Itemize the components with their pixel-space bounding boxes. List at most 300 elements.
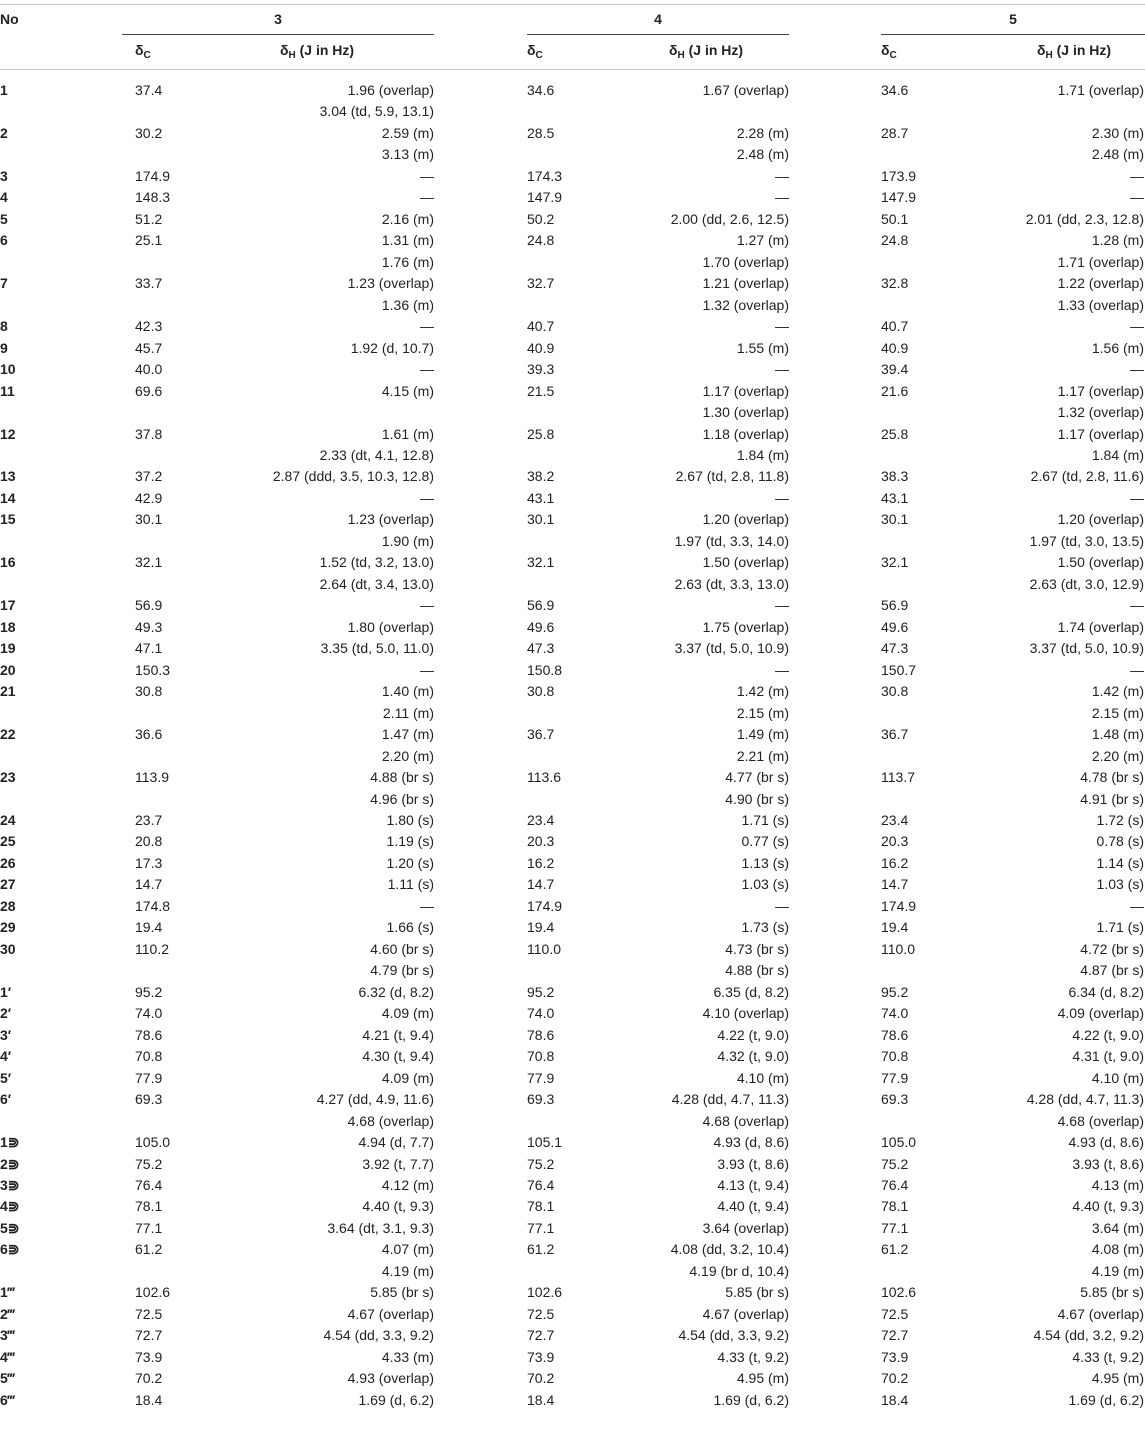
carbon-shift-cell: 47.3 xyxy=(881,640,909,657)
proton-shift-cell: 1.71 (overlap) xyxy=(1057,82,1144,98)
proton-shift-cell: 4.73 (br s) xyxy=(725,940,789,957)
carbon-shift-cell: 174.9 xyxy=(881,897,917,914)
proton-shift-cell: 4.68 (overlap) xyxy=(347,1112,434,1129)
carbon-shift-cell: 47.3 xyxy=(527,640,555,657)
carbon-shift-cell: 25.8 xyxy=(881,425,909,442)
row-position-label: 9 xyxy=(0,339,8,356)
carbon-shift-cell: 69.3 xyxy=(527,1091,555,1108)
carbon-shift-cell: 34.6 xyxy=(881,82,909,98)
proton-shift-cell: 4.95 (m) xyxy=(736,1370,789,1387)
proton-shift-cell: 4.31 (t, 9.0) xyxy=(1072,1048,1144,1065)
proton-shift-cell: 4.67 (overlap) xyxy=(1057,1305,1144,1322)
proton-shift-cell: 1.03 (s) xyxy=(741,876,789,893)
compound-3-header: 3 xyxy=(274,11,282,27)
carbon-shift-cell: 49.6 xyxy=(527,618,555,635)
carbon-shift-cell: 56.9 xyxy=(881,597,909,614)
proton-shift-cell: 5.85 (br s) xyxy=(1080,1284,1144,1301)
row-position-label: 4′ xyxy=(0,1048,12,1065)
carbon-shift-cell: 14.7 xyxy=(881,876,909,893)
proton-shift-cell: 1.11 (s) xyxy=(387,876,434,893)
row-position-label: 2⋑ xyxy=(0,1155,20,1172)
proton-shift-cell: 4.21 (t, 9.4) xyxy=(362,1026,434,1043)
proton-shift-cell: 2.15 (m) xyxy=(1091,704,1144,721)
carbon-shift-cell: 36.6 xyxy=(135,726,163,743)
compound-4-rule xyxy=(527,34,789,35)
row-position-label: 14 xyxy=(0,489,16,506)
proton-shift-cell: 3.64 (dt, 3.1, 9.3) xyxy=(327,1219,434,1236)
carbon-shift-cell: 37.2 xyxy=(135,468,163,485)
proton-shift-cell: 1.80 (overlap) xyxy=(347,618,434,635)
carbon-shift-cell: 78.6 xyxy=(881,1026,909,1043)
proton-shift-cell: 1.67 (overlap) xyxy=(702,82,789,98)
carbon-shift-cell: 174.9 xyxy=(527,897,563,914)
proton-shift-cell: 4.19 (m) xyxy=(381,1262,434,1279)
proton-shift-cell: — xyxy=(1130,318,1144,335)
row-position-label: 1′ xyxy=(0,983,12,1000)
row-position-label: 16 xyxy=(0,554,16,571)
row-position-label: 4 xyxy=(0,189,8,206)
carbon-shift-cell: 40.9 xyxy=(527,339,555,356)
proton-shift-cell: 1.23 (overlap) xyxy=(347,511,434,528)
proton-shift-cell: 2.63 (dt, 3.3, 13.0) xyxy=(674,575,789,592)
table-top-rule xyxy=(0,4,1145,5)
proton-shift-cell: 4.93 (overlap) xyxy=(347,1370,434,1387)
carbon-shift-cell: 43.1 xyxy=(881,489,909,506)
proton-shift-cell: 4.88 (br s) xyxy=(725,962,789,979)
proton-shift-cell: 1.71 (overlap) xyxy=(1057,253,1144,270)
carbon-shift-cell: 18.4 xyxy=(881,1391,909,1408)
proton-shift-cell: 3.37 (td, 5.0, 10.9) xyxy=(674,640,789,657)
carbon-shift-cell: 102.6 xyxy=(135,1284,171,1301)
proton-shift-cell: — xyxy=(1130,189,1144,206)
carbon-shift-cell: 105.1 xyxy=(527,1134,563,1151)
carbon-shift-cell: 76.4 xyxy=(527,1176,555,1193)
row-position-label: 5⋑ xyxy=(0,1219,20,1236)
row-position-label: 25 xyxy=(0,833,16,850)
carbon-shift-cell: 70.8 xyxy=(881,1048,909,1065)
delta-c-symbol: δ xyxy=(527,42,536,58)
proton-shift-cell: 1.40 (m) xyxy=(381,683,434,700)
carbon-shift-cell: 105.0 xyxy=(135,1134,171,1151)
delta-c-header xyxy=(135,40,151,61)
row-position-label: 6⋑ xyxy=(0,1241,20,1258)
carbon-shift-cell: 73.9 xyxy=(881,1348,909,1365)
carbon-shift-cell: 45.7 xyxy=(135,339,163,356)
proton-shift-cell: — xyxy=(1130,167,1144,184)
row-position-label: 13 xyxy=(0,468,16,485)
proton-shift-cell: 4.93 (d, 8.6) xyxy=(713,1134,789,1151)
proton-shift-cell: 1.22 (overlap) xyxy=(1057,275,1144,292)
proton-shift-cell: — xyxy=(420,661,434,678)
proton-shift-cell: 4.78 (br s) xyxy=(1080,769,1144,786)
proton-shift-cell: 1.69 (d, 6.2) xyxy=(358,1391,434,1408)
proton-shift-cell: 1.36 (m) xyxy=(381,296,434,313)
proton-shift-cell: 4.54 (dd, 3.3, 9.2) xyxy=(678,1327,789,1344)
proton-shift-cell: 1.13 (s) xyxy=(741,854,789,871)
delta-h-unit: (J in Hz) xyxy=(1052,42,1112,58)
row-position-label: 10 xyxy=(0,361,16,378)
carbon-shift-cell: 70.8 xyxy=(527,1048,555,1065)
carbon-shift-cell: 24.8 xyxy=(527,232,555,249)
proton-shift-cell: 2.48 (m) xyxy=(736,146,789,163)
proton-shift-cell: 2.48 (m) xyxy=(1091,146,1144,163)
carbon-shift-cell: 32.7 xyxy=(527,275,555,292)
proton-shift-cell: 1.42 (m) xyxy=(1091,683,1144,700)
row-position-label: 5′ xyxy=(0,1069,12,1086)
carbon-shift-cell: 74.0 xyxy=(135,1005,163,1022)
carbon-shift-cell: 42.9 xyxy=(135,489,163,506)
delta-c-subscript: C xyxy=(889,50,897,61)
proton-shift-cell: 4.13 (t, 9.4) xyxy=(717,1176,789,1193)
carbon-shift-cell: 78.1 xyxy=(527,1198,555,1215)
carbon-shift-cell: 34.6 xyxy=(527,82,555,98)
proton-shift-cell: — xyxy=(420,189,434,206)
proton-shift-cell: 5.85 (br s) xyxy=(725,1284,789,1301)
carbon-shift-cell: 20.3 xyxy=(527,833,555,850)
proton-shift-cell: 1.20 (overlap) xyxy=(702,511,789,528)
delta-c-symbol: δ xyxy=(881,42,890,58)
carbon-shift-cell: 38.3 xyxy=(881,468,909,485)
row-position-label: 3 xyxy=(0,167,8,184)
proton-shift-cell: 1.32 (overlap) xyxy=(702,296,789,313)
proton-shift-cell: 1.73 (s) xyxy=(741,919,789,936)
delta-c-header xyxy=(527,40,543,61)
proton-shift-cell: 1.20 (s) xyxy=(386,854,434,871)
proton-shift-cell: 3.13 (m) xyxy=(381,146,434,163)
row-position-label: 22 xyxy=(0,726,16,743)
proton-shift-cell: 1.75 (overlap) xyxy=(702,618,789,635)
carbon-shift-cell: 40.7 xyxy=(527,318,555,335)
proton-shift-cell: 0.78 (s) xyxy=(1096,833,1144,850)
row-position-label: 20 xyxy=(0,661,16,678)
proton-shift-cell: 1.70 (overlap) xyxy=(702,253,789,270)
proton-shift-cell: 2.01 (dd, 2.3, 12.8) xyxy=(1025,210,1144,227)
carbon-shift-cell: 95.2 xyxy=(881,983,909,1000)
carbon-shift-cell: 32.8 xyxy=(881,275,909,292)
delta-h-subscript: H xyxy=(1045,50,1053,61)
carbon-shift-cell: 23.7 xyxy=(135,811,163,828)
proton-shift-cell: 1.21 (overlap) xyxy=(702,275,789,292)
carbon-shift-cell: 49.3 xyxy=(135,618,163,635)
carbon-shift-cell: 40.9 xyxy=(881,339,909,356)
row-position-label: 1‴ xyxy=(0,1284,15,1301)
proton-shift-cell: 2.63 (dt, 3.0, 12.9) xyxy=(1029,575,1144,592)
proton-shift-cell: 1.23 (overlap) xyxy=(347,275,434,292)
proton-shift-cell: 4.40 (t, 9.3) xyxy=(362,1198,434,1215)
proton-shift-cell: 4.32 (t, 9.0) xyxy=(717,1048,789,1065)
row-position-label: 29 xyxy=(0,919,16,936)
row-position-label: 6‴ xyxy=(0,1391,15,1408)
carbon-shift-cell: 72.7 xyxy=(527,1327,555,1344)
proton-shift-cell: 4.60 (br s) xyxy=(370,940,434,957)
carbon-shift-cell: 110.0 xyxy=(527,940,561,957)
carbon-shift-cell: 50.1 xyxy=(881,210,909,227)
carbon-shift-cell: 75.2 xyxy=(527,1155,555,1172)
row-position-label: 2′ xyxy=(0,1005,12,1022)
carbon-shift-cell: 77.9 xyxy=(881,1069,909,1086)
row-position-label: 2 xyxy=(0,124,8,141)
proton-shift-cell: 1.90 (m) xyxy=(381,532,434,549)
row-position-label: 6′ xyxy=(0,1091,12,1108)
proton-shift-cell: 1.74 (overlap) xyxy=(1057,618,1144,635)
proton-shift-cell: 3.35 (td, 5.0, 11.0) xyxy=(320,640,434,657)
carbon-shift-cell: 36.7 xyxy=(881,726,909,743)
carbon-shift-cell: 78.1 xyxy=(135,1198,163,1215)
delta-h-unit: (J in Hz) xyxy=(295,42,355,58)
carbon-shift-cell: 70.2 xyxy=(881,1370,909,1387)
proton-shift-cell: — xyxy=(775,597,789,614)
proton-shift-cell: 4.33 (t, 9.2) xyxy=(1072,1348,1144,1365)
delta-h-header xyxy=(280,40,354,61)
proton-shift-cell: 4.28 (dd, 4.7, 11.3) xyxy=(671,1091,789,1108)
proton-shift-cell: 2.11 (m) xyxy=(382,704,434,721)
proton-shift-cell: 4.96 (br s) xyxy=(370,790,434,807)
proton-shift-cell: 4.12 (m) xyxy=(381,1176,434,1193)
carbon-shift-cell: 174.8 xyxy=(135,897,171,914)
row-position-label: 17 xyxy=(0,597,16,614)
proton-shift-cell: 1.72 (s) xyxy=(1096,811,1144,828)
carbon-shift-cell: 73.9 xyxy=(135,1348,163,1365)
row-position-label: 12 xyxy=(0,425,16,442)
proton-shift-cell: 4.13 (m) xyxy=(1091,1176,1144,1193)
proton-shift-cell: 1.50 (overlap) xyxy=(1057,554,1144,571)
proton-shift-cell: 4.33 (m) xyxy=(381,1348,434,1365)
proton-shift-cell: — xyxy=(1130,361,1144,378)
carbon-shift-cell: 51.2 xyxy=(135,210,163,227)
proton-shift-cell: 1.42 (m) xyxy=(736,683,789,700)
compound-3-rule xyxy=(122,34,434,35)
carbon-shift-cell: 72.5 xyxy=(881,1305,909,1322)
proton-shift-cell: 1.49 (m) xyxy=(736,726,789,743)
row-position-label: 2‴ xyxy=(0,1305,15,1322)
proton-shift-cell: — xyxy=(1130,489,1144,506)
proton-shift-cell: 1.17 (overlap) xyxy=(702,382,789,399)
carbon-shift-cell: 30.1 xyxy=(135,511,163,528)
proton-shift-cell: 1.14 (s) xyxy=(1096,854,1144,871)
proton-shift-cell: 4.19 (m) xyxy=(1091,1262,1144,1279)
proton-shift-cell: 1.61 (m) xyxy=(381,425,434,442)
proton-shift-cell: — xyxy=(420,318,434,335)
carbon-shift-cell: 174.3 xyxy=(527,167,563,184)
proton-shift-cell: 1.32 (overlap) xyxy=(1057,404,1144,421)
proton-shift-cell: 4.07 (m) xyxy=(381,1241,434,1258)
row-position-label: 1⋑ xyxy=(0,1134,20,1151)
proton-shift-cell: — xyxy=(420,897,434,914)
proton-shift-cell: 1.97 (td, 3.0, 13.5) xyxy=(1029,532,1144,549)
carbon-shift-cell: 173.9 xyxy=(881,167,917,184)
proton-shift-cell: 2.20 (m) xyxy=(1091,747,1144,764)
carbon-shift-cell: 78.1 xyxy=(881,1198,909,1215)
delta-c-symbol: δ xyxy=(135,42,144,58)
carbon-shift-cell: 14.7 xyxy=(135,876,163,893)
carbon-shift-cell: 36.7 xyxy=(527,726,555,743)
delta-h-header xyxy=(1037,40,1111,61)
proton-shift-cell: 1.31 (m) xyxy=(381,232,434,249)
row-position-label: 18 xyxy=(0,618,16,635)
proton-shift-cell: 2.67 (td, 2.8, 11.6) xyxy=(1030,468,1144,485)
carbon-shift-cell: 77.1 xyxy=(527,1219,555,1236)
proton-shift-cell: 2.15 (m) xyxy=(736,704,789,721)
proton-shift-cell: 4.33 (t, 9.2) xyxy=(717,1348,789,1365)
carbon-shift-cell: 40.0 xyxy=(135,361,163,378)
proton-shift-cell: 4.10 (m) xyxy=(736,1069,789,1086)
compound-4-header: 4 xyxy=(654,11,662,27)
carbon-shift-cell: 78.6 xyxy=(135,1026,163,1043)
delta-h-unit: (J in Hz) xyxy=(684,42,744,58)
proton-shift-cell: 1.18 (overlap) xyxy=(702,425,789,442)
proton-shift-cell: 1.71 (s) xyxy=(741,811,789,828)
proton-shift-cell: 1.96 (overlap) xyxy=(347,82,434,98)
compound-5-rule xyxy=(881,34,1145,35)
row-position-label: 1 xyxy=(0,82,8,98)
proton-shift-cell: 1.33 (overlap) xyxy=(1057,296,1144,313)
proton-shift-cell: 1.17 (overlap) xyxy=(1057,425,1144,442)
carbon-shift-cell: 110.0 xyxy=(881,940,915,957)
carbon-shift-cell: 113.9 xyxy=(135,769,169,786)
carbon-shift-cell: 75.2 xyxy=(135,1155,163,1172)
proton-shift-cell: 2.16 (m) xyxy=(381,210,434,227)
proton-shift-cell: 1.30 (overlap) xyxy=(702,404,789,421)
proton-shift-cell: 4.09 (m) xyxy=(381,1069,434,1086)
proton-shift-cell: 1.47 (m) xyxy=(381,726,434,743)
proton-shift-cell: 1.97 (td, 3.3, 14.0) xyxy=(674,532,789,549)
carbon-shift-cell: 18.4 xyxy=(135,1391,163,1408)
proton-shift-cell: 4.54 (dd, 3.3, 9.2) xyxy=(323,1327,434,1344)
carbon-shift-cell: 23.4 xyxy=(527,811,555,828)
proton-shift-cell: 6.34 (d, 8.2) xyxy=(1068,983,1144,1000)
carbon-shift-cell: 32.1 xyxy=(135,554,163,571)
proton-shift-cell: 3.04 (td, 5.9, 13.1) xyxy=(319,103,434,120)
delta-h-symbol: δ xyxy=(669,42,678,58)
carbon-shift-cell: 43.1 xyxy=(527,489,555,506)
carbon-shift-cell: 21.6 xyxy=(881,382,909,399)
carbon-shift-cell: 73.9 xyxy=(527,1348,555,1365)
proton-shift-cell: 4.87 (br s) xyxy=(1080,962,1144,979)
delta-h-symbol: δ xyxy=(1037,42,1046,58)
carbon-shift-cell: 61.2 xyxy=(135,1241,163,1258)
proton-shift-cell: 1.69 (d, 6.2) xyxy=(713,1391,789,1408)
carbon-shift-cell: 30.8 xyxy=(881,683,909,700)
carbon-shift-cell: 113.7 xyxy=(881,769,915,786)
carbon-shift-cell: 37.8 xyxy=(135,425,163,442)
carbon-shift-cell: 16.2 xyxy=(527,854,555,871)
carbon-shift-cell: 21.5 xyxy=(527,382,555,399)
carbon-shift-cell: 69.3 xyxy=(881,1091,909,1108)
proton-shift-cell: — xyxy=(775,489,789,506)
carbon-shift-cell: 102.6 xyxy=(881,1284,917,1301)
no-column-header: No xyxy=(0,11,19,27)
row-position-label: 7 xyxy=(0,275,8,292)
row-position-label: 8 xyxy=(0,318,8,335)
row-position-label: 21 xyxy=(0,683,16,700)
carbon-shift-cell: 102.6 xyxy=(527,1284,563,1301)
proton-shift-cell: 1.28 (m) xyxy=(1091,232,1144,249)
proton-shift-cell: 1.03 (s) xyxy=(1096,876,1144,893)
proton-shift-cell: 1.84 (m) xyxy=(736,446,789,463)
proton-shift-cell: 2.28 (m) xyxy=(736,124,789,141)
carbon-shift-cell: 72.5 xyxy=(527,1305,555,1322)
proton-shift-cell: — xyxy=(775,189,789,206)
carbon-shift-cell: 74.0 xyxy=(881,1005,909,1022)
proton-shift-cell: 4.67 (overlap) xyxy=(702,1305,789,1322)
row-position-label: 23 xyxy=(0,769,16,786)
proton-shift-cell: 6.32 (d, 8.2) xyxy=(358,983,434,1000)
proton-shift-cell: 1.56 (m) xyxy=(1091,339,1144,356)
carbon-shift-cell: 150.3 xyxy=(135,661,171,678)
carbon-shift-cell: 113.6 xyxy=(527,769,561,786)
carbon-shift-cell: 32.1 xyxy=(527,554,555,571)
carbon-shift-cell: 174.9 xyxy=(135,167,171,184)
carbon-shift-cell: 105.0 xyxy=(881,1134,917,1151)
proton-shift-cell: 4.91 (br s) xyxy=(1080,790,1144,807)
proton-shift-cell: 2.00 (dd, 2.6, 12.5) xyxy=(670,210,789,227)
delta-c-subscript: C xyxy=(143,50,151,61)
carbon-shift-cell: 61.2 xyxy=(881,1241,909,1258)
row-position-label: 11 xyxy=(0,382,15,399)
carbon-shift-cell: 95.2 xyxy=(135,983,163,1000)
proton-shift-cell: 4.15 (m) xyxy=(381,382,434,399)
proton-shift-cell: 1.76 (m) xyxy=(381,253,434,270)
proton-shift-cell: 4.28 (dd, 4.7, 11.3) xyxy=(1026,1091,1144,1108)
carbon-shift-cell: 25.1 xyxy=(135,232,163,249)
carbon-shift-cell: 23.4 xyxy=(881,811,909,828)
carbon-shift-cell: 25.8 xyxy=(527,425,555,442)
proton-shift-cell: 4.40 (t, 9.4) xyxy=(717,1198,789,1215)
proton-shift-cell: 2.59 (m) xyxy=(381,124,434,141)
carbon-shift-cell: 30.8 xyxy=(527,683,555,700)
proton-shift-cell: — xyxy=(775,897,789,914)
carbon-shift-cell: 39.4 xyxy=(881,361,909,378)
carbon-shift-cell: 56.9 xyxy=(527,597,555,614)
proton-shift-cell: 3.64 (overlap) xyxy=(702,1219,789,1236)
carbon-shift-cell: 49.6 xyxy=(881,618,909,635)
proton-shift-cell: 2.20 (m) xyxy=(381,747,434,764)
proton-shift-cell: 4.09 (overlap) xyxy=(1057,1005,1144,1022)
proton-shift-cell: 4.19 (br d, 10.4) xyxy=(689,1262,789,1279)
proton-shift-cell: 2.30 (m) xyxy=(1091,124,1144,141)
row-position-label: 27 xyxy=(0,876,16,893)
row-position-label: 3⋑ xyxy=(0,1176,20,1193)
carbon-shift-cell: 50.2 xyxy=(527,210,555,227)
carbon-shift-cell: 70.2 xyxy=(527,1370,555,1387)
row-position-label: 5‴ xyxy=(0,1370,15,1387)
proton-shift-cell: — xyxy=(775,361,789,378)
carbon-shift-cell: 77.9 xyxy=(135,1069,163,1086)
proton-shift-cell: 1.19 (s) xyxy=(386,833,434,850)
carbon-shift-cell: 77.1 xyxy=(135,1219,163,1236)
proton-shift-cell: — xyxy=(420,597,434,614)
proton-shift-cell: 1.50 (overlap) xyxy=(702,554,789,571)
carbon-shift-cell: 20.3 xyxy=(881,833,909,850)
proton-shift-cell: 2.64 (dt, 3.4, 13.0) xyxy=(319,575,434,592)
proton-shift-cell: 1.48 (m) xyxy=(1091,726,1144,743)
proton-shift-cell: — xyxy=(775,318,789,335)
proton-shift-cell: 4.10 (overlap) xyxy=(702,1005,789,1022)
delta-h-subscript: H xyxy=(677,50,685,61)
carbon-shift-cell: 30.1 xyxy=(881,511,909,528)
proton-shift-cell: 4.67 (overlap) xyxy=(347,1305,434,1322)
proton-shift-cell: 1.55 (m) xyxy=(736,339,789,356)
proton-shift-cell: 4.94 (d, 7.7) xyxy=(358,1134,434,1151)
carbon-shift-cell: 37.4 xyxy=(135,82,163,98)
carbon-shift-cell: 110.2 xyxy=(135,940,169,957)
proton-shift-cell: — xyxy=(420,361,434,378)
carbon-shift-cell: 56.9 xyxy=(135,597,163,614)
proton-shift-cell: 0.77 (s) xyxy=(741,833,789,850)
carbon-shift-cell: 19.4 xyxy=(135,919,163,936)
proton-shift-cell: 1.52 (td, 3.2, 13.0) xyxy=(319,554,434,571)
proton-shift-cell: 1.71 (s) xyxy=(1096,919,1144,936)
